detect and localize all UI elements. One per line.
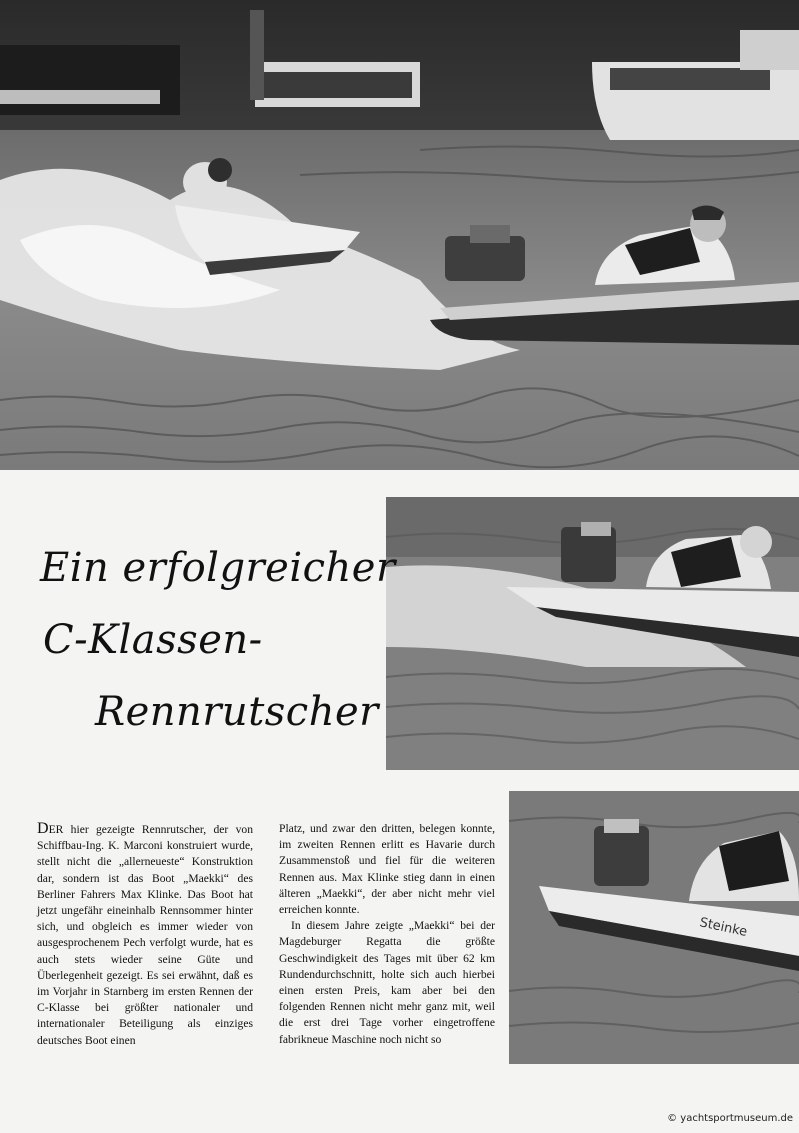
- photo-boat-steinke: [509, 791, 799, 1064]
- article-paragraph: [37, 821, 253, 1049]
- article-column-1: [37, 821, 253, 1049]
- headline-line-3: Rennrutscher: [95, 689, 379, 735]
- photo-racing-boats: [0, 0, 799, 470]
- paragraph-text: ER hier gezeigte Rennrutscher, der von Schiffbau-Ing. K. Marconi konstruiert wurde, stellt nicht die „allerneueste“ Konstruktion dar, sondern ist das Boot „Maekki“ des Berliner Fahrers Max Klinke. Das Boot hat jetzt ungefähr eineinhalb Rennsommer hinter sich, und obgleich es immer wieder von ausgesprochenem Pech verfolgt wurde, hat es auch stets wieder seine Güte und Überlegenheit gezeigt. Es sei erwähnt, daß es im Vorjahr in Starnberg im ersten Rennen der C-Klasse bei größter nationaler und internationaler Beteiligung als einziges deutsches Boot einen: [37, 823, 253, 1047]
- article-paragraph: In diesem Jahre zeigte „Maekki“ bei der Magdeburger Regatta die größte Geschwindigkeit des Tages mit über 62 km Rundendurchschnitt, holte sich auch hierbei einen ersten Preis, kam aber bei den folgenden Rennen nicht mehr ganz mit, weil die erst drei Tage vorher eingetroffene fabrikneue Maschine noch nicht so: [279, 919, 495, 1046]
- article-paragraph: Platz, und zwar den dritten, belegen konnte, im zweiten Rennen erlitt es Havarie durch Zusammenstoß und fiel für die weiteren Rennen aus. Max Klinke stieg dann in einen älteren „Maekki“, der aber nicht mehr viel erreichen konnte.: [279, 822, 495, 917]
- photo-boat-closeup: [386, 497, 799, 770]
- article-column-2: [279, 821, 495, 1048]
- boat-lettering: Steinke: [698, 915, 749, 940]
- drop-cap: D: [37, 820, 49, 837]
- headline-line-1: Ein erfolgreicher: [40, 545, 396, 591]
- headline-line-2: C-Klassen-: [43, 617, 263, 663]
- copyright-credit: © yachtsportmuseum.de: [667, 1113, 793, 1124]
